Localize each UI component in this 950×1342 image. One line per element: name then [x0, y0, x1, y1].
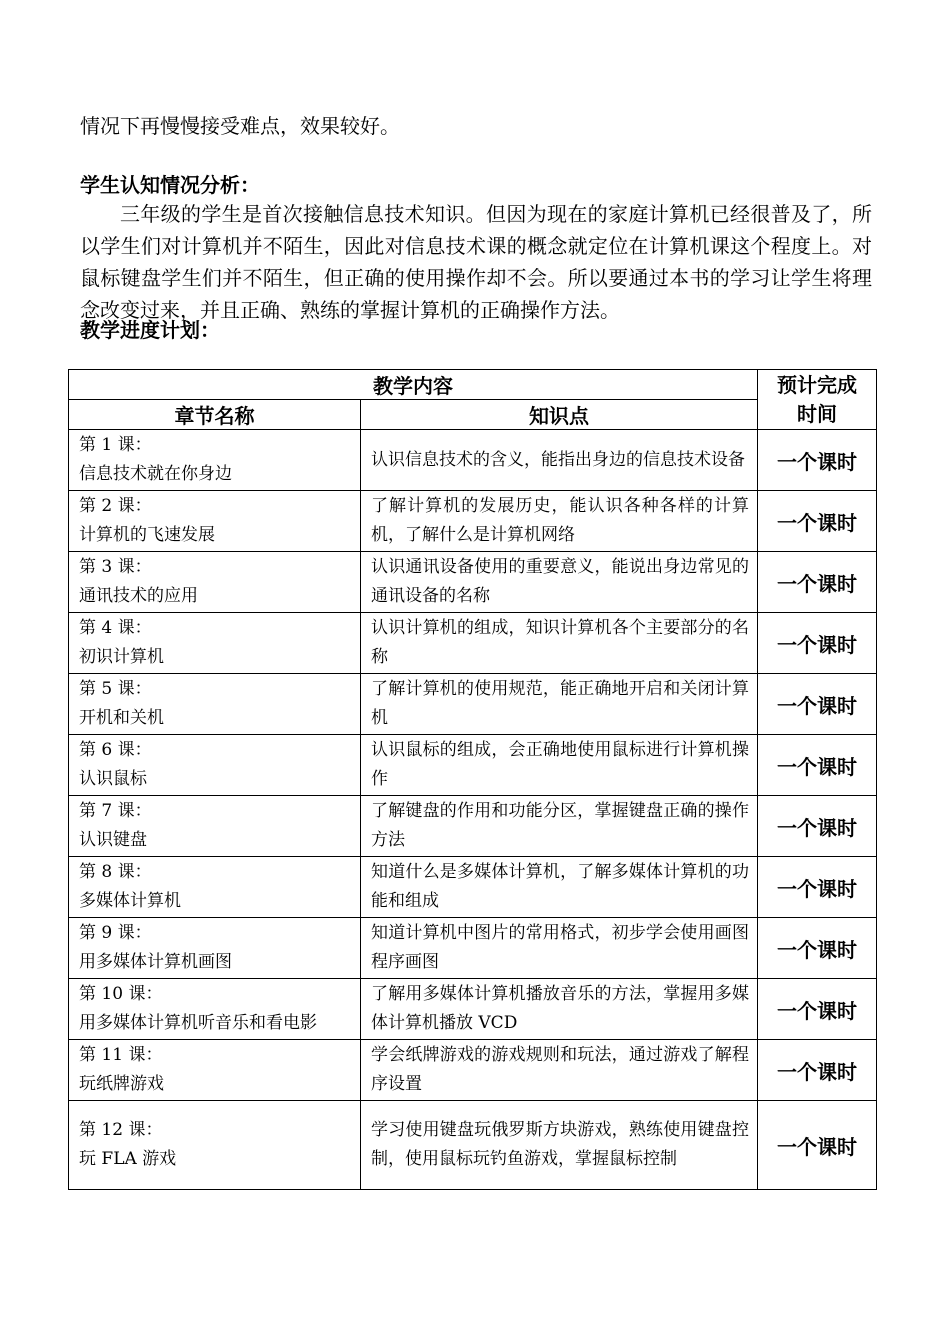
lesson-number: 第 6 课： [79, 740, 152, 760]
table-row [69, 796, 877, 857]
lesson-number: 第 1 课： [79, 435, 152, 455]
chapter-cell [69, 613, 361, 674]
time-cell: 一个课时 [758, 735, 877, 796]
lesson-number: 第 3 课： [79, 557, 152, 577]
chapter-cell [69, 979, 361, 1040]
chapter-cell [69, 918, 361, 979]
lesson-title: 多媒体计算机 [79, 891, 181, 911]
chapter-cell [69, 796, 361, 857]
knowledge-cell: 认识计算机的组成，知识计算机各个主要部分的名称 [361, 613, 758, 674]
lesson-title: 计算机的飞速发展 [79, 525, 215, 545]
lesson-title: 初识计算机 [79, 647, 164, 667]
analysis-paragraph: 三年级的学生是首次接触信息技术知识。但因为现在的家庭计算机已经很普及了，所以学生们对计算机并不陌生，因此对信息技术课的概念就定位在计算机课这个程度上。对鼠标键盘学生们并不陌生，但正确的使用操作却不会。所以要通过本书的学习让学生将理念改变过来，并且正确、熟练的掌握计算机的正确操作方法。 [80, 202, 872, 322]
knowledge-cell: 了解计算机的使用规范，能正确地开启和关闭计算机 [361, 674, 758, 735]
chapter-cell [69, 552, 361, 613]
table-row [69, 735, 877, 796]
table-row [69, 918, 877, 979]
lesson-number: 第 9 课： [79, 923, 152, 943]
lesson-title: 用多媒体计算机画图 [79, 952, 232, 972]
plan-heading: 教学进度计划： [80, 318, 220, 342]
time-cell: 一个课时 [758, 491, 877, 552]
time-cell: 一个课时 [758, 796, 877, 857]
lesson-number: 第 4 课： [79, 618, 152, 638]
knowledge-cell: 学习使用键盘玩俄罗斯方块游戏，熟练使用键盘控制，使用鼠标玩钓鱼游戏，掌握鼠标控制 [361, 1101, 758, 1190]
lesson-number: 第 12 课： [79, 1120, 163, 1140]
group-header-teaching-content: 教学内容 [69, 370, 758, 400]
chapter-cell [69, 674, 361, 735]
knowledge-cell: 知道计算机中图片的常用格式，初步学会使用画图程序画图 [361, 918, 758, 979]
table-row [69, 857, 877, 918]
time-cell: 一个课时 [758, 613, 877, 674]
column-header-chapter: 章节名称 [69, 400, 361, 430]
lesson-title: 信息技术就在你身边 [79, 464, 232, 484]
lesson-number: 第 11 课： [79, 1045, 163, 1065]
chapter-cell [69, 1101, 361, 1190]
column-header-knowledge: 知识点 [361, 400, 758, 430]
time-cell: 一个课时 [758, 552, 877, 613]
chapter-cell [69, 857, 361, 918]
knowledge-cell: 学会纸牌游戏的游戏规则和玩法，通过游戏了解程序设置 [361, 1040, 758, 1101]
table-row [69, 430, 877, 491]
knowledge-cell: 认识信息技术的含义，能指出身边的信息技术设备 [361, 430, 758, 491]
lesson-title: 认识鼠标 [79, 769, 147, 789]
time-cell: 一个课时 [758, 979, 877, 1040]
chapter-cell [69, 491, 361, 552]
table-row [69, 979, 877, 1040]
lesson-title: 通讯技术的应用 [79, 586, 198, 606]
table-row [69, 552, 877, 613]
knowledge-cell: 知道什么是多媒体计算机，了解多媒体计算机的功能和组成 [361, 857, 758, 918]
lesson-title: 认识键盘 [79, 830, 147, 850]
chapter-cell [69, 430, 361, 491]
lesson-title: 玩纸牌游戏 [79, 1074, 164, 1094]
table-row [69, 674, 877, 735]
analysis-heading: 学生认知情况分析： [80, 173, 260, 197]
time-header [758, 370, 877, 430]
time-cell: 一个课时 [758, 857, 877, 918]
lesson-title: 玩 FLA 游戏 [79, 1149, 177, 1169]
lesson-number: 第 7 课： [79, 801, 152, 821]
chapter-cell [69, 735, 361, 796]
lesson-title: 开机和关机 [79, 708, 164, 728]
teaching-plan-table [68, 369, 877, 1190]
table-row [69, 491, 877, 552]
knowledge-cell: 认识通讯设备使用的重要意义，能说出身边常见的通讯设备的名称 [361, 552, 758, 613]
knowledge-cell: 了解用多媒体计算机播放音乐的方法，掌握用多媒体计算机播放 VCD [361, 979, 758, 1040]
time-header-line1: 预计完成 [777, 372, 857, 397]
lesson-number: 第 5 课： [79, 679, 152, 699]
table-row [69, 1040, 877, 1101]
time-cell: 一个课时 [758, 430, 877, 491]
knowledge-cell: 了解计算机的发展历史，能认识各种各样的计算机，了解什么是计算机网络 [361, 491, 758, 552]
chapter-cell [69, 1040, 361, 1101]
knowledge-cell: 了解键盘的作用和功能分区，掌握键盘正确的操作方法 [361, 796, 758, 857]
time-cell: 一个课时 [758, 1040, 877, 1101]
lesson-number: 第 8 课： [79, 862, 152, 882]
lesson-number: 第 2 课： [79, 496, 152, 516]
time-cell: 一个课时 [758, 1101, 877, 1190]
lesson-number: 第 10 课： [79, 984, 163, 1004]
knowledge-cell: 认识鼠标的组成，会正确地使用鼠标进行计算机操作 [361, 735, 758, 796]
table-row [69, 1101, 877, 1190]
table-body [69, 430, 877, 1190]
intro-tail-text: 情况下再慢慢接受难点，效果较好。 [80, 114, 400, 138]
lesson-title: 用多媒体计算机听音乐和看电影 [79, 1013, 317, 1033]
table-row [69, 613, 877, 674]
time-header-line2: 时间 [797, 401, 837, 426]
time-cell: 一个课时 [758, 674, 877, 735]
time-cell: 一个课时 [758, 918, 877, 979]
